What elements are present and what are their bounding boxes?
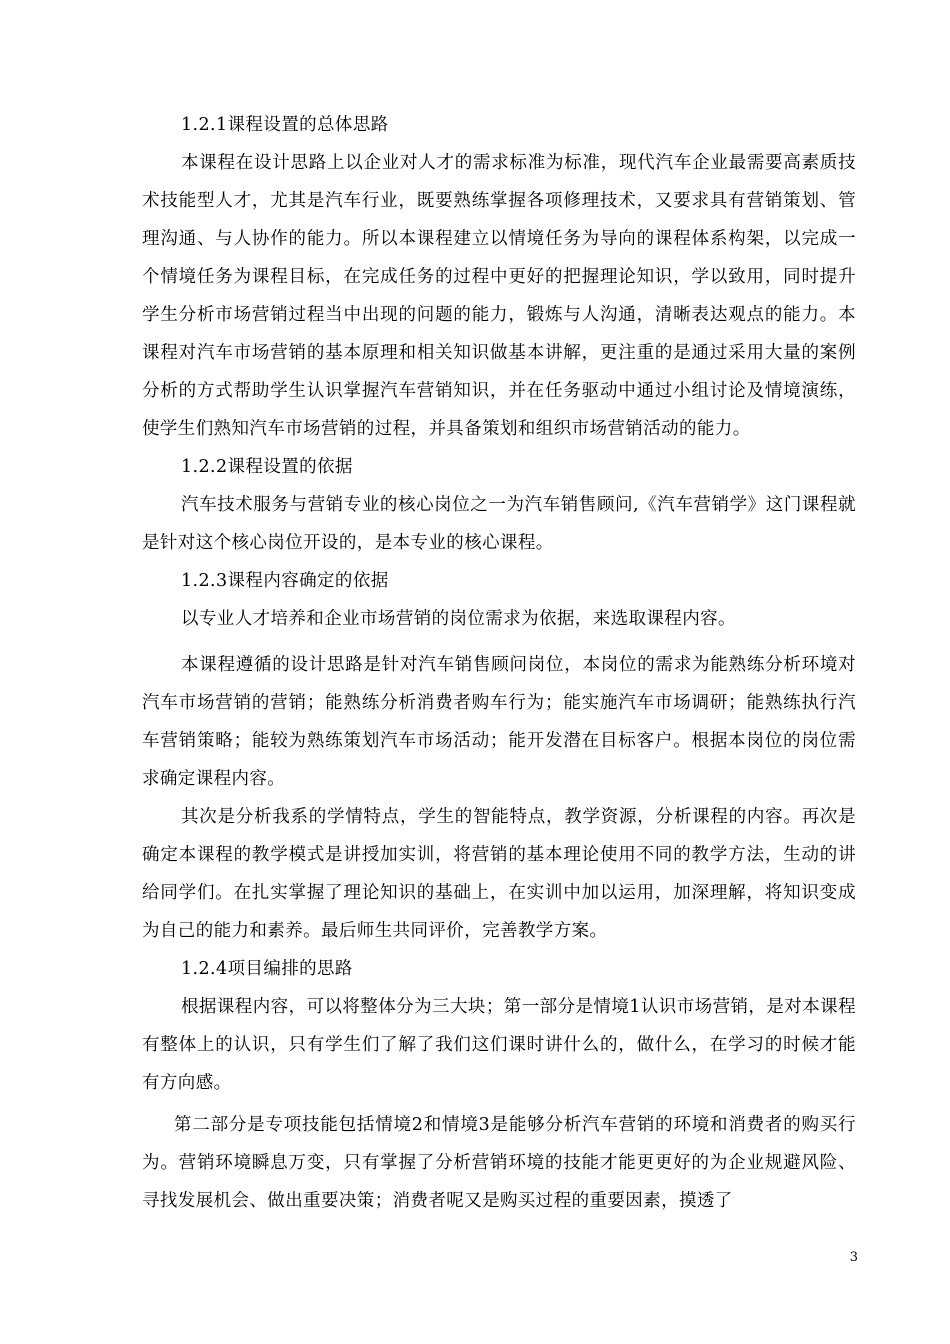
section-heading-1-2-1: 1.2.1课程设置的总体思路: [181, 115, 389, 135]
section-1-2-2-paragraph: 汽车技术服务与营销专业的核心岗位之一为汽车销售顾问,《汽车营销学》这门课程就是针对这个核心岗位开设的，是本专业的核心课程。: [142, 495, 856, 553]
section-heading-1-2-4: 1.2.4项目编排的思路: [181, 959, 353, 979]
section-heading-1-2-2: 1.2.2课程设置的依据: [181, 457, 353, 477]
section-heading-1-2-3: 1.2.3课程内容确定的依据: [181, 571, 389, 591]
document-body: [142, 106, 856, 1220]
section-1-2-1-paragraph: 本课程在设计思路上以企业对人才的需求标准为标准，现代汽车企业最需要高素质技术技能型人才，尤其是汽车行业，既要熟练掌握各项修理技术，又要求具有营销策划、管理沟通、与人协作的能力。所以本课程建立以情境任务为导向的课程体系构架，以完成一个情境任务为课程目标，在完成任务的过程中更好的把握理论知识，学以致用，同时提升学生分析市场营销过程当中出现的问题的能力，锻炼与人沟通，清晰表达观点的能力。本课程对汽车市场营销的基本原理和相关知识做基本讲解，更注重的是通过采用大量的案例分析的方式帮助学生认识掌握汽车营销知识，并在任务驱动中通过小组讨论及情境演练，使学生们熟知汽车市场营销的过程，并具备策划和组织市场营销活动的能力。: [142, 153, 856, 439]
section-1-2-4-paragraph-2: 第二部分是专项技能包括情境2和情境3是能够分析汽车营销的环境和消费者的购买行为。营销环境瞬息万变，只有掌握了分析营销环境的技能才能更更好的为企业规避风险、寻找发展机会、做出重要决策；消费者呢又是购买过程的重要因素，摸透了: [142, 1115, 856, 1211]
section-1-2-3-paragraph-2: 本课程遵循的设计思路是针对汽车销售顾问岗位，本岗位的需求为能熟练分析环境对汽车市场营销的营销；能熟练分析消费者购车行为；能实施汽车市场调研；能熟练执行汽车营销策略；能较为熟练策划汽车市场活动；能开发潜在目标客户。根据本岗位的岗位需求确定课程内容。: [142, 655, 856, 789]
page-number: 3: [849, 1250, 858, 1265]
section-1-2-3-paragraph-1: 以专业人才培养和企业市场营销的岗位需求为依据，来选取课程内容。: [181, 609, 736, 629]
section-1-2-4-paragraph-1: 根据课程内容，可以将整体分为三大块；第一部分是情境1认识市场营销，是对本课程有整体上的认识，只有学生们了解了我们这们课时讲什么的，做什么，在学习的时候才能有方向感。: [142, 997, 856, 1093]
section-1-2-3-paragraph-3: 其次是分析我系的学情特点，学生的智能特点，教学资源，分析课程的内容。再次是确定本课程的教学模式是讲授加实训，将营销的基本理论使用不同的教学方法，生动的讲给同学们。在扎实掌握了理论知识的基础上，在实训中加以运用，加深理解，将知识变成为自己的能力和素养。最后师生共同评价，完善教学方案。: [142, 807, 856, 941]
